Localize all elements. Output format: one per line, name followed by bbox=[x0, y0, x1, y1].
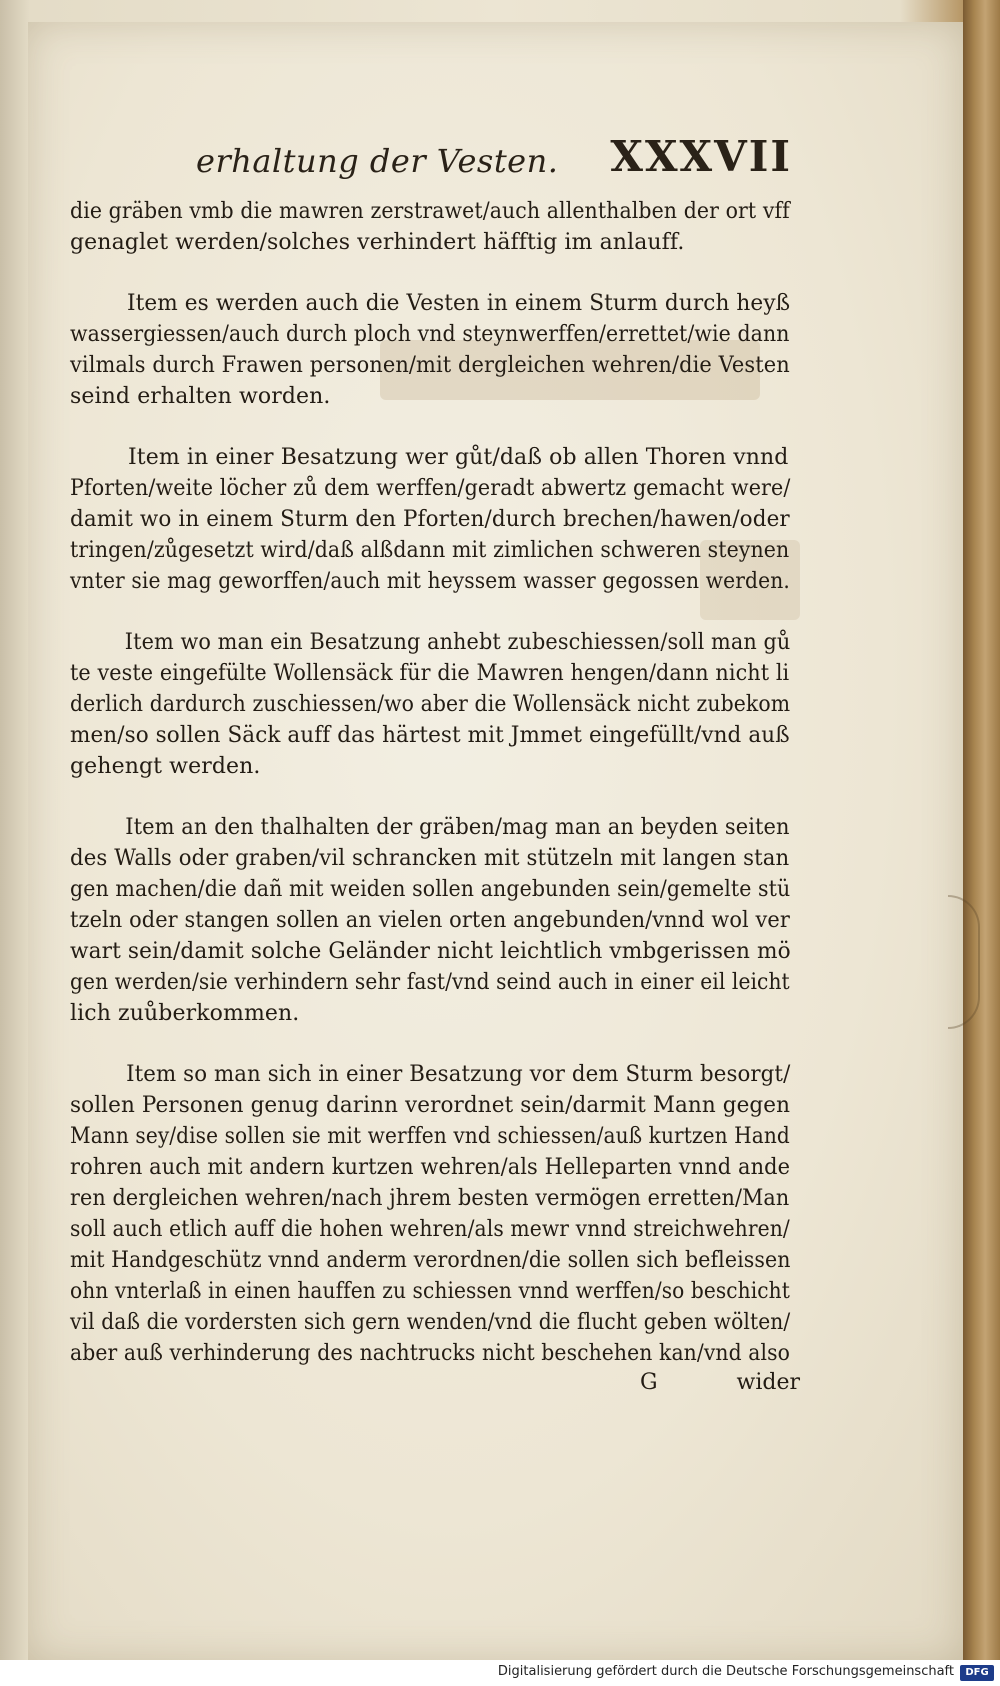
binding-edge bbox=[963, 0, 1000, 1686]
paragraph bbox=[70, 288, 790, 412]
text-line: ren dergleichen wehren/nach jhrem besten vermögen erretten/Man bbox=[70, 1186, 790, 1211]
text-line: lich zuůberkommen. bbox=[70, 1001, 300, 1026]
text-line: te veste eingefülte Wollensäck für die Mawren hengen/dann nicht li bbox=[70, 661, 790, 686]
folio-number: XXXVII bbox=[610, 132, 792, 181]
dfg-logo: DFG bbox=[960, 1665, 994, 1681]
text-line: gen werden/sie verhindern sehr fast/vnd seind auch in einer eil leicht bbox=[70, 970, 790, 995]
body-text bbox=[70, 196, 790, 1369]
text-line: soll auch etlich auff die hohen wehren/als mewr vnnd streichwehren/ bbox=[70, 1217, 790, 1242]
text-line: Item in einer Besatzung wer gůt/daß ob allen Thoren vnnd bbox=[128, 445, 789, 470]
text-line: derlich dardurch zuschiessen/wo aber die Wollensäck nicht zubekom bbox=[70, 692, 791, 717]
funding-credit: Digitalisierung gefördert durch die Deutsche Forschungsgemeinschaft bbox=[497, 1664, 954, 1679]
text-line: gehengt werden. bbox=[70, 754, 261, 779]
text-line: Item es werden auch die Vesten in einem Sturm durch heyß bbox=[126, 291, 791, 316]
paragraph bbox=[70, 812, 790, 1029]
text-line: men/so sollen Säck auff das härtest mit Jmmet eingefüllt/vnd auß bbox=[70, 723, 790, 748]
paragraph bbox=[70, 196, 790, 258]
text-line: wassergiessen/auch durch ploch vnd steynwerffen/errettet/wie dann bbox=[70, 322, 790, 347]
footer-bar bbox=[0, 1660, 1000, 1686]
text-line: mit Handgeschütz vnnd anderm verordnen/die sollen sich befleissen bbox=[70, 1248, 791, 1273]
text-line: damit wo in einem Sturm den Pforten/durch brechen/hawen/oder bbox=[70, 507, 790, 532]
signature-mark: G bbox=[640, 1370, 658, 1395]
text-line: Mann sey/dise sollen sie mit werffen vnd schiessen/auß kurtzen Hand bbox=[70, 1124, 790, 1149]
paragraph bbox=[70, 627, 790, 782]
text-line: seind erhalten worden. bbox=[70, 384, 331, 409]
text-line: Pforten/weite löcher zů dem werffen/geradt abwertz gemacht were/ bbox=[70, 476, 791, 501]
text-line: die gräben vmb die mawren zerstrawet/auch allenthalben der ort vff bbox=[70, 199, 790, 224]
text-line: Item so man sich in einer Besatzung vor dem Sturm besorgt/ bbox=[126, 1062, 791, 1087]
page-clip-mark bbox=[948, 895, 980, 1029]
text-line: genaglet werden/solches verhindert häfftig im anlauff. bbox=[70, 230, 685, 255]
catchword: wider bbox=[736, 1370, 800, 1395]
paragraph bbox=[70, 442, 790, 597]
text-line: gen machen/die dañ mit weiden sollen angebunden sein/gemelte stü bbox=[70, 877, 791, 902]
text-line: Item an den thalhalten der gräben/mag man an beyden seiten bbox=[125, 815, 790, 840]
signature-row bbox=[640, 1370, 800, 1402]
paragraph bbox=[70, 1059, 790, 1369]
text-line: sollen Personen genug darinn verordnet sein/darmit Mann gegen bbox=[70, 1093, 791, 1118]
text-line: vnter sie mag geworffen/auch mit heyssem wasser gegossen werden. bbox=[70, 569, 790, 594]
text-line: wart sein/damit solche Geländer nicht leichtlich vmbgerissen mö bbox=[70, 939, 791, 964]
text-line: ohn vnterlaß in einen hauffen zu schiessen vnnd werffen/so beschicht bbox=[70, 1279, 790, 1304]
text-line: tzeln oder stangen sollen an vielen orten angebunden/vnnd wol ver bbox=[70, 908, 790, 933]
text-line: Item wo man ein Besatzung anhebt zubeschiessen/soll man gů bbox=[124, 630, 791, 655]
text-line: rohren auch mit andern kurtzen wehren/als Helleparten vnnd ande bbox=[70, 1155, 791, 1180]
running-head: erhaltung der Vesten. bbox=[196, 142, 559, 180]
text-line: tringen/zůgesetzt wird/daß alßdann mit zimlichen schweren steynen bbox=[70, 538, 790, 563]
page-header bbox=[196, 132, 792, 192]
text-line: vil daß die vordersten sich gern wenden/vnd die flucht geben wölten/ bbox=[70, 1310, 791, 1335]
text-line: aber auß verhinderung des nachtrucks nicht beschehen kan/vnd also bbox=[70, 1341, 790, 1366]
text-line: des Walls oder graben/vil schrancken mit stützeln mit langen stan bbox=[70, 846, 790, 871]
text-line: vilmals durch Frawen personen/mit dergleichen wehren/die Vesten bbox=[70, 353, 790, 378]
